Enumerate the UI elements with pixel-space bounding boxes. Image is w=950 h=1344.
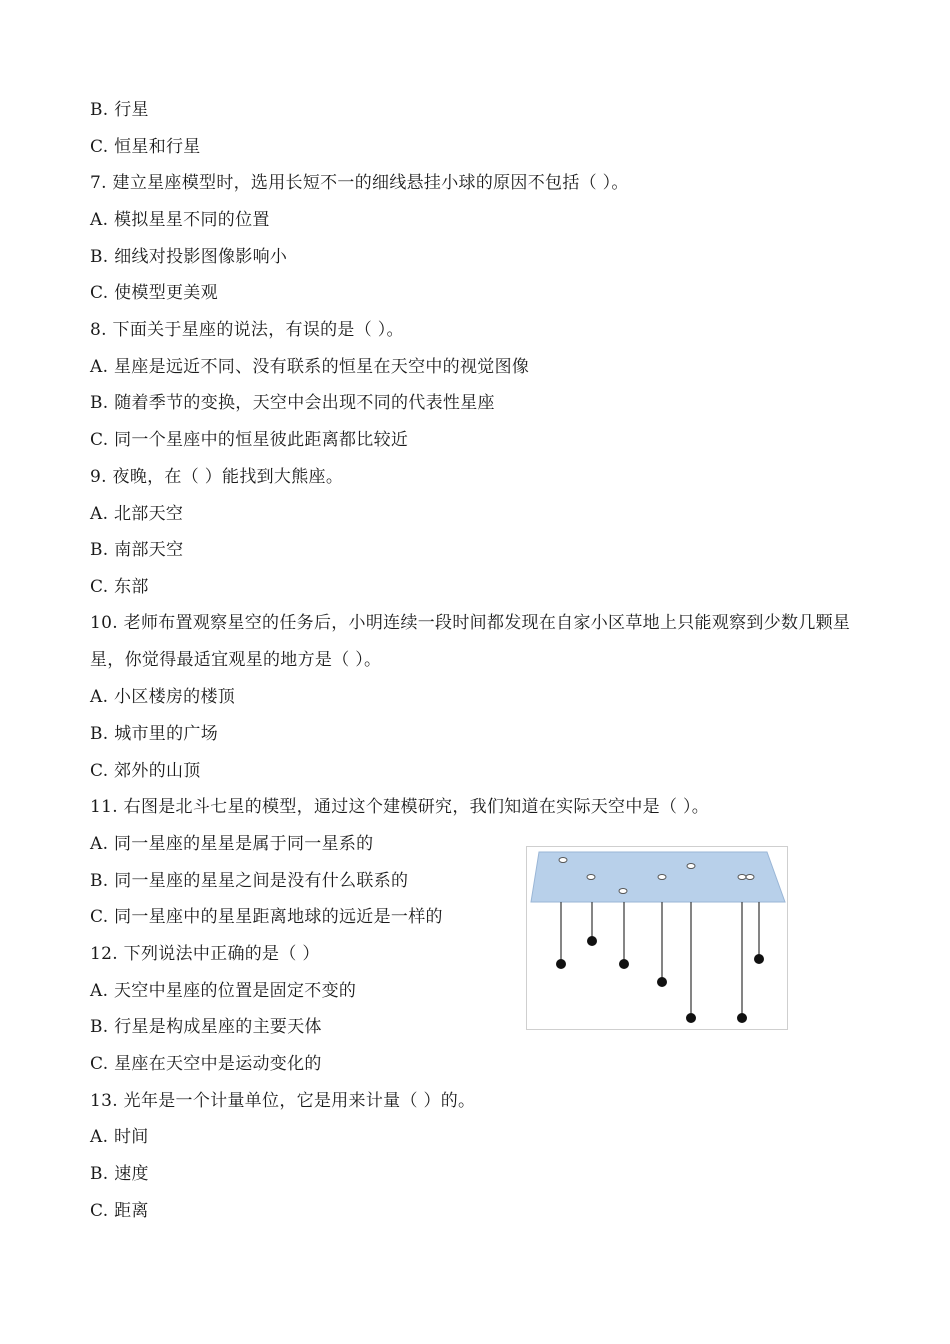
star-marker [559,858,567,863]
star-marker [687,864,695,869]
option-10c: C. 郊外的山顶 [90,761,201,781]
star-marker [658,875,666,880]
option-8c: C. 同一个星座中的恒星彼此距离都比较近 [90,430,409,450]
star-marker [619,889,627,894]
option-10b: B. 城市里的广场 [90,724,218,744]
question-12: 12. 下列说法中正确的是（ ） [90,944,320,964]
question-7: 7. 建立星座模型时，选用长短不一的细线悬挂小球的原因不包括（ ）。 [90,173,629,193]
ball [587,936,597,946]
hanging-strings [561,902,759,1018]
star-marker [746,875,754,880]
question-11: 11. 右图是北斗七星的模型，通过这个建模研究，我们知道在实际天空中是（ ）。 [90,797,710,817]
option-11b: B. 同一星座的星星之间是没有什么联系的 [90,871,409,891]
option-6b: B. 行星 [90,100,149,120]
ball [754,954,764,964]
ball [686,1013,696,1023]
option-7b: B. 细线对投影图像影响小 [90,247,288,267]
option-9a: A. 北部天空 [90,504,184,524]
big-dipper-model-illustration [527,847,787,1029]
option-9b: B. 南部天空 [90,540,184,560]
option-7c: C. 使模型更美观 [90,283,218,303]
ball [737,1013,747,1023]
option-8a: A. 星座是远近不同、没有联系的恒星在天空中的视觉图像 [90,357,530,377]
option-9c: C. 东部 [90,577,149,597]
question-13: 13. 光年是一个计量单位，它是用来计量（ ）的。 [90,1091,476,1111]
option-13c: C. 距离 [90,1201,149,1221]
option-13a: A. 时间 [90,1127,149,1147]
ball [619,959,629,969]
option-11c: C. 同一星座中的星星距离地球的远近是一样的 [90,907,443,927]
option-13b: B. 速度 [90,1164,149,1184]
ball [657,977,667,987]
option-12c: C. 星座在天空中是运动变化的 [90,1054,322,1074]
option-10a: A. 小区楼房的楼顶 [90,687,236,707]
option-7a: A. 模拟星星不同的位置 [90,210,270,230]
question-8: 8. 下面关于星座的说法，有误的是（ ）。 [90,320,404,340]
option-12a: A. 天空中星座的位置是固定不变的 [90,981,357,1001]
question-10: 10. 老师布置观察星空的任务后，小明连续一段时间都发现在自家小区草地上只能观察到少数几颗星星，你觉得最适宜观星的地方是（ ）。 [90,613,851,670]
big-dipper-model-figure [526,846,788,1030]
option-11a: A. 同一星座的星星是属于同一星系的 [90,834,374,854]
star-marker [738,875,746,880]
option-12b: B. 行星是构成星座的主要天体 [90,1017,322,1037]
option-8b: B. 随着季节的变换，天空中会出现不同的代表性星座 [90,393,495,413]
ball [556,959,566,969]
question-9: 9. 夜晚，在（ ）能找到大熊座。 [90,467,344,487]
option-6c: C. 恒星和行星 [90,137,201,157]
star-marker [587,875,595,880]
hanging-balls [556,936,764,1023]
